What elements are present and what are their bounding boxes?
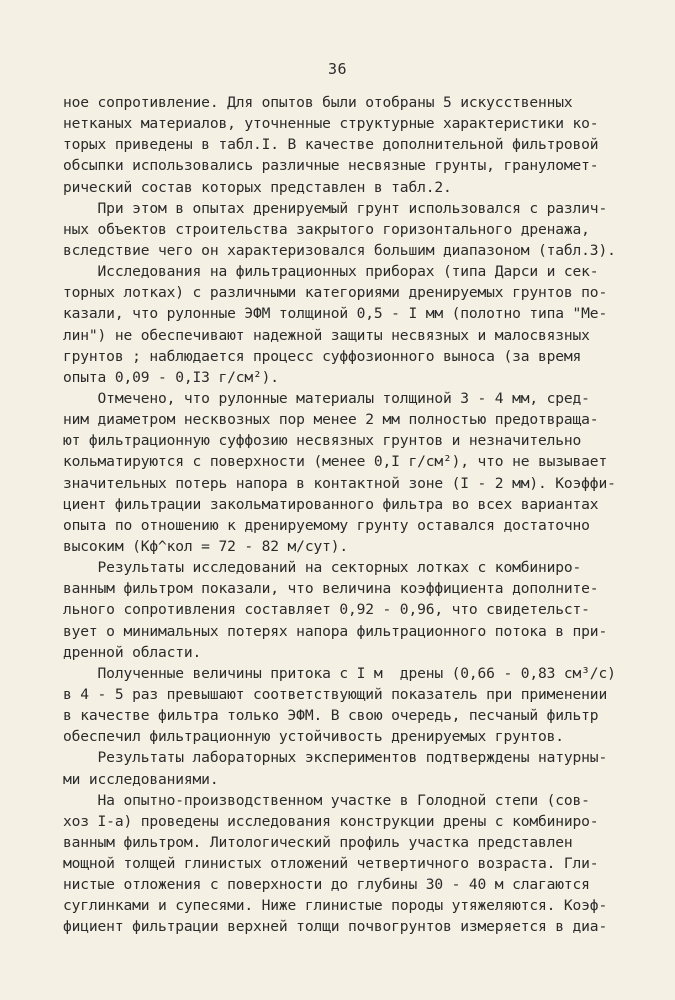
text-line: грунтов ; наблюдается процесс суффозионного выноса (за время xyxy=(63,347,582,365)
text-line: ют фильтрационную суффозию несвязных грунтов и незначительно xyxy=(63,432,582,450)
text-line: мощной толщей глинистых отложений четвертичного возраста. Гли- xyxy=(63,855,599,873)
text-line: Полученные величины притока с I м дрены (0,66 - 0,83 см³/с) xyxy=(63,664,616,682)
text-line: ми исследованиями. xyxy=(63,770,219,788)
text-line: ное сопротивление. Для опытов были отобраны 5 искусственных xyxy=(63,94,573,111)
text-line: Результаты исследований на секторных лотках с комбиниро- xyxy=(63,559,582,577)
text-line: кольматируются с поверхности (менее 0,I г/см²), что не вызывает xyxy=(63,453,608,471)
text-line: фициент фильтрации верхней толщи почвогрунтов измеряется в диа- xyxy=(63,918,608,936)
text-line: значительных потерь напора в контактной зоне (I - 2 мм). Коэффи- xyxy=(63,474,616,492)
text-line: При этом в опытах дренируемый грунт использовался с различ- xyxy=(63,199,608,217)
text-line: в 4 - 5 раз превышают соответствующий показатель при применении xyxy=(63,685,608,703)
text-line: нистые отложения с поверхности до глубины 30 - 40 м слагаются xyxy=(63,876,590,894)
text-line: вследствие чего он характеризовался большим диапазоном (табл.3). xyxy=(63,241,616,259)
text-line: рический состав которых представлен в табл.2. xyxy=(63,178,452,196)
text-line: Результаты лабораторных экспериментов подтверждены натурны- xyxy=(63,749,608,767)
text-line: Отмечено, что рулонные материалы толщиной 3 - 4 мм, сред- xyxy=(63,389,590,407)
text-line: нетканых материалов, уточненные структурные характеристики ко- xyxy=(63,115,599,133)
text-line: опыта по отношению к дренируемому грунту оставался достаточно xyxy=(63,516,590,534)
text-line: лин") не обеспечивают надежной защиты несвязных и малосвязных xyxy=(63,326,590,344)
text-line: ных объектов строительства закрытого горизонтального дренажа, xyxy=(63,220,590,238)
text-line: циент фильтрации закольматированного фильтра во всех вариантах xyxy=(63,495,599,513)
page-number: 36 xyxy=(327,60,348,78)
text-line: опыта 0,09 - 0,I3 г/см²). xyxy=(63,368,279,386)
text-line: На опытно-производственном участке в Голодной степи (сов- xyxy=(63,791,590,809)
text-line: ванным фильтром показали, что величина коэффициента дополните- xyxy=(63,580,599,598)
body-text xyxy=(63,92,633,938)
text-line: высоким (Kф^кол = 72 - 82 м/сут). xyxy=(63,537,348,555)
text-line: обсыпки использовались различные несвязные грунты, грануломет- xyxy=(63,157,599,175)
text-line: торых приведены в табл.I. В качестве дополнительной фильтровой xyxy=(63,136,599,154)
text-line: суглинками и супесями. Ниже глинистые породы утяжеляются. Коэф- xyxy=(63,897,608,915)
text-line: вует о минимальных потерях напора фильтрационного потока в при- xyxy=(63,622,608,640)
text-line: казали, что рулонные ЭФМ толщиной 0,5 - I мм (полотно типа "Ме- xyxy=(63,305,608,323)
text-line: в качестве фильтра только ЭФМ. В свою очередь, песчаный фильтр xyxy=(63,707,599,725)
text-line: ним диаметром несквозных пор менее 2 мм полностью предотвраща- xyxy=(63,411,599,429)
text-line: хоз I-а) проведены исследования конструкции дрены с комбиниро- xyxy=(63,812,599,830)
text-line: ванным фильтром. Литологический профиль участка представлен xyxy=(63,833,573,851)
text-line: торных лотках) с различными категориями дренируемых грунтов по- xyxy=(63,284,608,302)
text-line: Исследования на фильтрационных приборах (типа Дарси и сек- xyxy=(63,263,599,281)
text-line: дренной области. xyxy=(63,643,202,661)
text-line: льного сопротивления составляет 0,92 - 0,96, что свидетельст- xyxy=(63,601,590,619)
text-line: обеспечил фильтрационную устойчивость дренируемых грунтов. xyxy=(63,728,564,746)
